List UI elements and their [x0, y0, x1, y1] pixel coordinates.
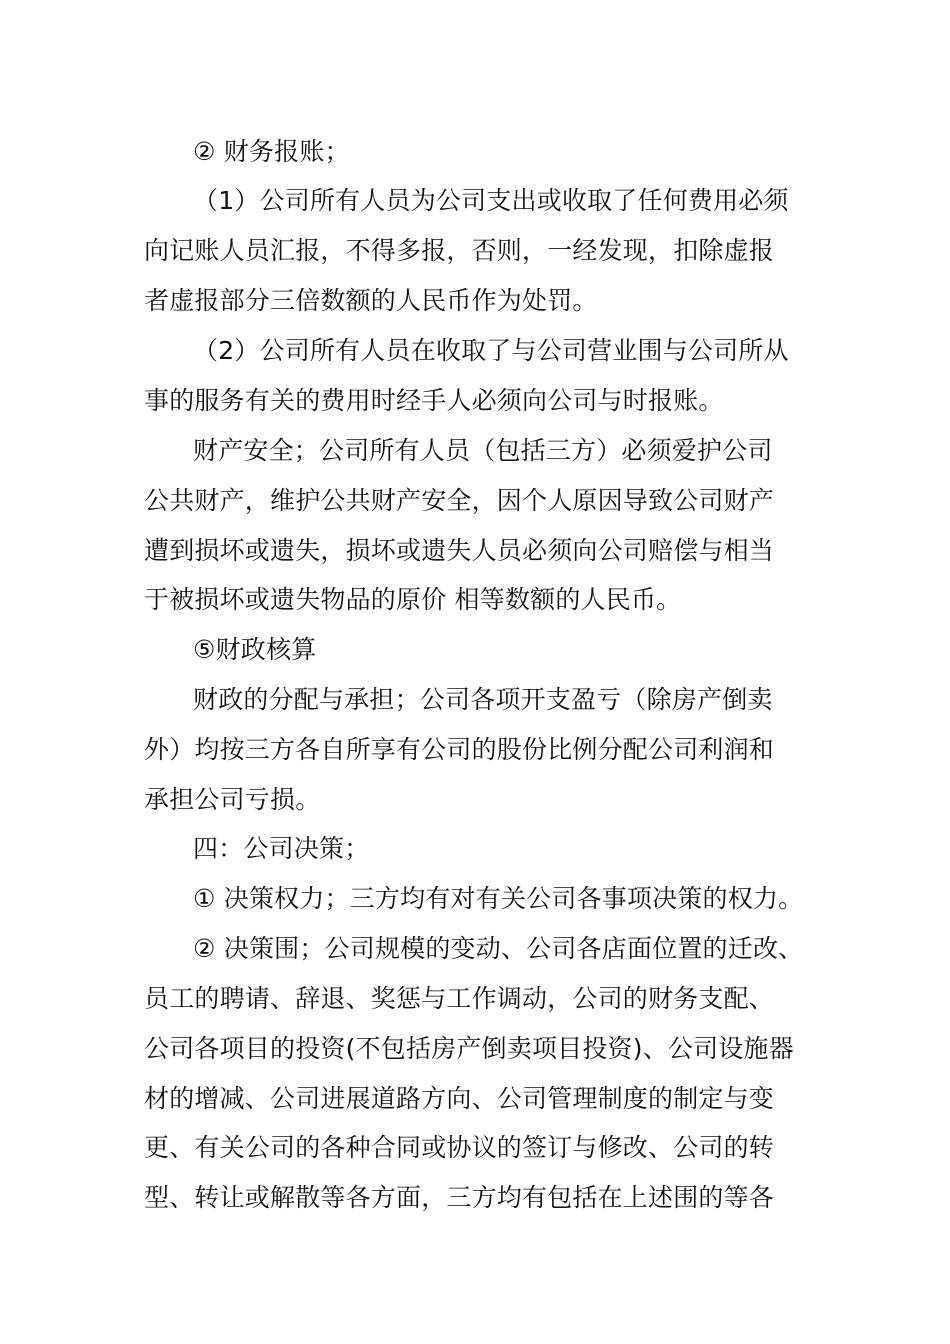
text-line: 公司各项目的投资(不包括房产倒卖项目投资)、公司设施器 — [144, 1034, 794, 1063]
text-line: 外）均按三方各自所享有公司的股份比例分配公司利润和 — [144, 735, 775, 764]
text-line: ① 决策权力；三方均有对有关公司各事项决策的权力。 — [193, 884, 804, 913]
text-line: （1）公司所有人员为公司支出或收取了任何费用必须 — [193, 186, 789, 215]
text-line: （2）公司所有人员在收取了与公司营业围与公司所从 — [193, 336, 789, 365]
text-line: 公共财产，维护公共财产安全，因个人原因导致公司财产 — [144, 486, 775, 515]
text-line: 财产安全；公司所有人员（包括三方）必须爱护公司 — [193, 436, 773, 465]
text-line: 遭到损坏或遗失，损坏或遗失人员必须向公司赔偿与相当 — [144, 536, 775, 565]
text-line: 者虚报部分三倍数额的人民币作为处罚。 — [144, 286, 598, 315]
text-line: 承担公司亏损。 — [144, 785, 321, 814]
text-line: 型、转让或解散等各方面，三方均有包括在上述围的等各 — [144, 1183, 775, 1212]
text-line: 事的服务有关的费用时经手人必须向公司与时报账。 — [144, 386, 724, 415]
text-line: ⑤财政核算 — [193, 635, 317, 664]
text-line: 员工的聘请、辞退、奖惩与工作调动，公司的财务支配、 — [144, 984, 775, 1013]
text-line: 于被损坏或遗失物品的原价 相等数额的人民币。 — [144, 585, 682, 614]
text-line: 财政的分配与承担；公司各项开支盈亏（除房产倒卖 — [193, 685, 773, 714]
text-line: 材的增减、公司进展道路方向、公司管理制度的制定与变 — [144, 1084, 775, 1113]
text-line: 四：公司决策； — [193, 834, 370, 863]
text-line: 更、有关公司的各种合同或协议的签订与修改、公司的转 — [144, 1133, 775, 1162]
text-line: ② 财务报账； — [193, 137, 350, 166]
text-line: ② 决策围；公司规模的变动、公司各店面位置的迁改、 — [193, 934, 804, 963]
text-line: 向记账人员汇报，不得多报，否则，一经发现，扣除虚报 — [144, 236, 775, 265]
